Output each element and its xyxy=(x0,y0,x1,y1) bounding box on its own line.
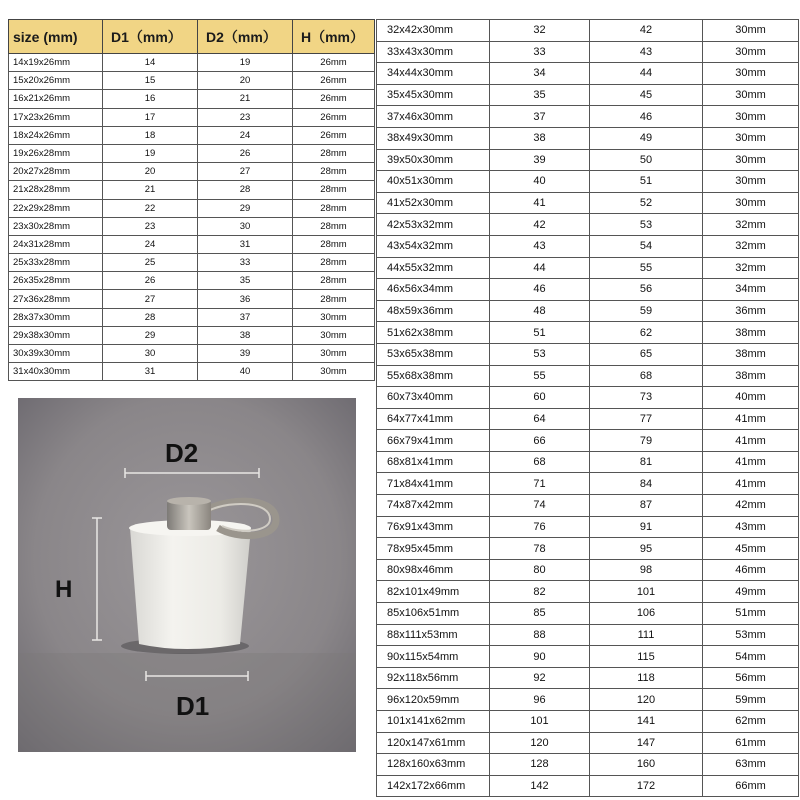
silicone-stopper xyxy=(130,528,251,649)
table-row xyxy=(377,192,799,214)
size-cell: 40x51x30mm xyxy=(377,171,490,193)
h-cell: 30mm xyxy=(703,20,799,42)
d2-cell: 77 xyxy=(590,408,703,430)
size-cell: 88x111x53mm xyxy=(377,624,490,646)
table-row xyxy=(377,495,799,517)
d1-cell: 44 xyxy=(490,257,590,279)
d2-cell: 141 xyxy=(590,711,703,733)
h-cell: 28mm xyxy=(293,217,375,235)
h-cell: 43mm xyxy=(703,516,799,538)
size-cell: 74x87x42mm xyxy=(377,495,490,517)
d1-cell: 35 xyxy=(490,84,590,106)
h-cell: 30mm xyxy=(703,171,799,193)
h-cell: 38mm xyxy=(703,322,799,344)
h-cell: 30mm xyxy=(703,63,799,85)
h-cell: 41mm xyxy=(703,408,799,430)
size-cell: 51x62x38mm xyxy=(377,322,490,344)
table-row xyxy=(9,90,375,108)
size-cell: 68x81x41mm xyxy=(377,451,490,473)
size-cell: 120x147x61mm xyxy=(377,732,490,754)
d1-cell: 66 xyxy=(490,430,590,452)
h-cell: 30mm xyxy=(703,127,799,149)
d1-cell: 27 xyxy=(103,290,198,308)
h-cell: 63mm xyxy=(703,754,799,776)
d2-cell: 46 xyxy=(590,106,703,128)
size-cell: 142x172x66mm xyxy=(377,775,490,797)
d2-cell: 20 xyxy=(198,72,293,90)
h-cell: 28mm xyxy=(293,235,375,253)
size-cell: 42x53x32mm xyxy=(377,214,490,236)
table-row xyxy=(377,408,799,430)
size-cell: 14x19x26mm xyxy=(9,54,103,72)
d1-cell: 39 xyxy=(490,149,590,171)
size-cell: 38x49x30mm xyxy=(377,127,490,149)
d2-cell: 27 xyxy=(198,163,293,181)
d2-cell: 120 xyxy=(590,689,703,711)
size-cell: 20x27x28mm xyxy=(9,163,103,181)
size-cell: 92x118x56mm xyxy=(377,667,490,689)
table-row xyxy=(9,72,375,90)
d1-cell: 26 xyxy=(103,272,198,290)
size-cell: 24x31x28mm xyxy=(9,235,103,253)
size-cell: 85x106x51mm xyxy=(377,603,490,625)
h-cell: 32mm xyxy=(703,214,799,236)
d1-cell: 71 xyxy=(490,473,590,495)
table-row xyxy=(377,646,799,668)
table-row xyxy=(377,689,799,711)
size-cell: 21x28x28mm xyxy=(9,181,103,199)
d1-cell: 96 xyxy=(490,689,590,711)
table-row xyxy=(9,163,375,181)
d1-cell: 30 xyxy=(103,345,198,363)
table-row xyxy=(377,257,799,279)
table-row xyxy=(377,20,799,42)
d1-cell: 19 xyxy=(103,144,198,162)
size-cell: 44x55x32mm xyxy=(377,257,490,279)
d2-cell: 147 xyxy=(590,732,703,754)
h-cell: 28mm xyxy=(293,272,375,290)
size-cell: 60x73x40mm xyxy=(377,387,490,409)
d1-cell: 32 xyxy=(490,20,590,42)
d1-cell: 14 xyxy=(103,54,198,72)
size-cell: 35x45x30mm xyxy=(377,84,490,106)
table-row xyxy=(9,308,375,326)
metal-cap-top xyxy=(167,497,211,505)
h-cell: 26mm xyxy=(293,108,375,126)
d2-cell: 55 xyxy=(590,257,703,279)
size-cell: 28x37x30mm xyxy=(9,308,103,326)
h-cell: 41mm xyxy=(703,430,799,452)
d2-cell: 91 xyxy=(590,516,703,538)
h-cell: 26mm xyxy=(293,90,375,108)
h-cell: 30mm xyxy=(703,84,799,106)
d1-cell: 40 xyxy=(490,171,590,193)
size-cell: 66x79x41mm xyxy=(377,430,490,452)
h-cell: 32mm xyxy=(703,235,799,257)
size-cell: 78x95x45mm xyxy=(377,538,490,560)
size-cell: 90x115x54mm xyxy=(377,646,490,668)
h-cell: 30mm xyxy=(293,326,375,344)
d1-cell: 85 xyxy=(490,603,590,625)
h-cell: 42mm xyxy=(703,495,799,517)
d2-cell: 54 xyxy=(590,235,703,257)
h-cell: 38mm xyxy=(703,365,799,387)
table-row xyxy=(377,387,799,409)
table-row xyxy=(377,41,799,63)
d2-cell: 111 xyxy=(590,624,703,646)
d2-cell: 29 xyxy=(198,199,293,217)
table-row xyxy=(377,300,799,322)
table-row xyxy=(377,559,799,581)
table-row xyxy=(9,272,375,290)
h-cell: 30mm xyxy=(293,345,375,363)
h-cell: 28mm xyxy=(293,199,375,217)
size-cell: 96x120x59mm xyxy=(377,689,490,711)
h-cell: 26mm xyxy=(293,72,375,90)
h-cell: 36mm xyxy=(703,300,799,322)
header-h: H（mm） xyxy=(293,20,375,54)
h-cell: 28mm xyxy=(293,144,375,162)
d2-cell: 42 xyxy=(590,20,703,42)
table-row xyxy=(377,430,799,452)
h-cell: 59mm xyxy=(703,689,799,711)
size-cell: 30x39x30mm xyxy=(9,345,103,363)
d2-cell: 95 xyxy=(590,538,703,560)
h-cell: 41mm xyxy=(703,451,799,473)
d2-cell: 73 xyxy=(590,387,703,409)
d1-cell: 90 xyxy=(490,646,590,668)
d2-cell: 59 xyxy=(590,300,703,322)
size-cell: 37x46x30mm xyxy=(377,106,490,128)
size-cell: 34x44x30mm xyxy=(377,63,490,85)
table-header-row xyxy=(9,20,375,54)
h-cell: 26mm xyxy=(293,126,375,144)
d2-cell: 49 xyxy=(590,127,703,149)
d1-cell: 48 xyxy=(490,300,590,322)
d2-cell: 39 xyxy=(198,345,293,363)
d1-cell: 101 xyxy=(490,711,590,733)
size-cell: 71x84x41mm xyxy=(377,473,490,495)
label-d2: D2 xyxy=(165,438,199,468)
d2-cell: 37 xyxy=(198,308,293,326)
size-cell: 64x77x41mm xyxy=(377,408,490,430)
size-cell: 23x30x28mm xyxy=(9,217,103,235)
d2-cell: 62 xyxy=(590,322,703,344)
h-cell: 53mm xyxy=(703,624,799,646)
d1-cell: 20 xyxy=(103,163,198,181)
h-cell: 66mm xyxy=(703,775,799,797)
d2-cell: 101 xyxy=(590,581,703,603)
d2-cell: 43 xyxy=(590,41,703,63)
d1-cell: 25 xyxy=(103,254,198,272)
d2-cell: 19 xyxy=(198,54,293,72)
d2-cell: 28 xyxy=(198,181,293,199)
d2-cell: 84 xyxy=(590,473,703,495)
d1-cell: 60 xyxy=(490,387,590,409)
table-row xyxy=(377,732,799,754)
size-table-left xyxy=(8,19,375,381)
size-cell: 101x141x62mm xyxy=(377,711,490,733)
d2-cell: 21 xyxy=(198,90,293,108)
h-cell: 51mm xyxy=(703,603,799,625)
size-cell: 29x38x30mm xyxy=(9,326,103,344)
size-cell: 26x35x28mm xyxy=(9,272,103,290)
d1-cell: 28 xyxy=(103,308,198,326)
table-row xyxy=(9,345,375,363)
d1-cell: 142 xyxy=(490,775,590,797)
h-cell: 56mm xyxy=(703,667,799,689)
d2-cell: 115 xyxy=(590,646,703,668)
table-row xyxy=(377,775,799,797)
d2-cell: 23 xyxy=(198,108,293,126)
d1-cell: 17 xyxy=(103,108,198,126)
table-row xyxy=(9,235,375,253)
size-cell: 32x42x30mm xyxy=(377,20,490,42)
size-cell: 17x23x26mm xyxy=(9,108,103,126)
table-row xyxy=(377,149,799,171)
d1-cell: 78 xyxy=(490,538,590,560)
h-cell: 28mm xyxy=(293,163,375,181)
size-cell: 19x26x28mm xyxy=(9,144,103,162)
h-cell: 26mm xyxy=(293,54,375,72)
d1-cell: 76 xyxy=(490,516,590,538)
size-cell: 15x20x26mm xyxy=(9,72,103,90)
size-cell: 53x65x38mm xyxy=(377,343,490,365)
h-cell: 54mm xyxy=(703,646,799,668)
d1-cell: 22 xyxy=(103,199,198,217)
h-cell: 46mm xyxy=(703,559,799,581)
d1-cell: 34 xyxy=(490,63,590,85)
d2-cell: 79 xyxy=(590,430,703,452)
h-cell: 41mm xyxy=(703,473,799,495)
size-table-right xyxy=(376,19,799,797)
d1-cell: 55 xyxy=(490,365,590,387)
h-cell: 30mm xyxy=(293,308,375,326)
table-row xyxy=(377,63,799,85)
table-row xyxy=(377,84,799,106)
d1-cell: 24 xyxy=(103,235,198,253)
table-row xyxy=(9,217,375,235)
h-cell: 32mm xyxy=(703,257,799,279)
table-row xyxy=(377,235,799,257)
d2-cell: 44 xyxy=(590,63,703,85)
d1-cell: 18 xyxy=(103,126,198,144)
label-h: H xyxy=(55,576,73,603)
d2-cell: 36 xyxy=(198,290,293,308)
h-cell: 28mm xyxy=(293,290,375,308)
d2-cell: 35 xyxy=(198,272,293,290)
table-row xyxy=(377,451,799,473)
table-row xyxy=(377,127,799,149)
size-cell: 25x33x28mm xyxy=(9,254,103,272)
size-cell: 16x21x26mm xyxy=(9,90,103,108)
table-row xyxy=(9,181,375,199)
d2-cell: 33 xyxy=(198,254,293,272)
h-cell: 28mm xyxy=(293,254,375,272)
table-row xyxy=(377,516,799,538)
d1-cell: 46 xyxy=(490,279,590,301)
size-cell: 128x160x63mm xyxy=(377,754,490,776)
table-row xyxy=(377,322,799,344)
size-cell: 48x59x36mm xyxy=(377,300,490,322)
table-row xyxy=(9,326,375,344)
label-d1: D1 xyxy=(176,691,210,721)
header-d2: D2（mm） xyxy=(198,20,293,54)
d1-cell: 68 xyxy=(490,451,590,473)
d1-cell: 23 xyxy=(103,217,198,235)
table-row xyxy=(9,54,375,72)
product-photo xyxy=(18,398,356,752)
d1-cell: 80 xyxy=(490,559,590,581)
d2-cell: 38 xyxy=(198,326,293,344)
size-cell: 80x98x46mm xyxy=(377,559,490,581)
d1-cell: 64 xyxy=(490,408,590,430)
h-cell: 30mm xyxy=(703,149,799,171)
size-cell: 18x24x26mm xyxy=(9,126,103,144)
d2-cell: 160 xyxy=(590,754,703,776)
size-cell: 39x50x30mm xyxy=(377,149,490,171)
table-row xyxy=(377,711,799,733)
h-cell: 49mm xyxy=(703,581,799,603)
h-cell: 30mm xyxy=(703,106,799,128)
d1-cell: 38 xyxy=(490,127,590,149)
h-cell: 30mm xyxy=(293,363,375,381)
d2-cell: 106 xyxy=(590,603,703,625)
d2-cell: 87 xyxy=(590,495,703,517)
h-cell: 45mm xyxy=(703,538,799,560)
d1-cell: 120 xyxy=(490,732,590,754)
table-row xyxy=(377,343,799,365)
table-row xyxy=(377,538,799,560)
d1-cell: 74 xyxy=(490,495,590,517)
d2-cell: 98 xyxy=(590,559,703,581)
d2-cell: 65 xyxy=(590,343,703,365)
table-row xyxy=(377,365,799,387)
d2-cell: 172 xyxy=(590,775,703,797)
table-row xyxy=(9,254,375,272)
table-row xyxy=(9,363,375,381)
d1-cell: 15 xyxy=(103,72,198,90)
size-cell: 55x68x38mm xyxy=(377,365,490,387)
d1-cell: 31 xyxy=(103,363,198,381)
d1-cell: 21 xyxy=(103,181,198,199)
table-row xyxy=(377,214,799,236)
d2-cell: 53 xyxy=(590,214,703,236)
d2-cell: 52 xyxy=(590,192,703,214)
d2-cell: 24 xyxy=(198,126,293,144)
d2-cell: 81 xyxy=(590,451,703,473)
h-cell: 62mm xyxy=(703,711,799,733)
d1-cell: 43 xyxy=(490,235,590,257)
table-row xyxy=(9,126,375,144)
table-row xyxy=(377,473,799,495)
size-cell: 22x29x28mm xyxy=(9,199,103,217)
d2-cell: 56 xyxy=(590,279,703,301)
d1-cell: 53 xyxy=(490,343,590,365)
size-cell: 41x52x30mm xyxy=(377,192,490,214)
h-cell: 30mm xyxy=(703,192,799,214)
table-row xyxy=(9,290,375,308)
h-cell: 34mm xyxy=(703,279,799,301)
size-cell: 76x91x43mm xyxy=(377,516,490,538)
table-row xyxy=(377,581,799,603)
table-row xyxy=(377,754,799,776)
d2-cell: 31 xyxy=(198,235,293,253)
d2-cell: 51 xyxy=(590,171,703,193)
h-cell: 30mm xyxy=(703,41,799,63)
size-cell: 43x54x32mm xyxy=(377,235,490,257)
d1-cell: 51 xyxy=(490,322,590,344)
d1-cell: 92 xyxy=(490,667,590,689)
d2-cell: 40 xyxy=(198,363,293,381)
header-d1: D1（mm） xyxy=(103,20,198,54)
size-cell: 33x43x30mm xyxy=(377,41,490,63)
table-row xyxy=(377,667,799,689)
h-cell: 38mm xyxy=(703,343,799,365)
d1-cell: 41 xyxy=(490,192,590,214)
d1-cell: 128 xyxy=(490,754,590,776)
d1-cell: 33 xyxy=(490,41,590,63)
h-cell: 28mm xyxy=(293,181,375,199)
h-cell: 61mm xyxy=(703,732,799,754)
table-row xyxy=(9,144,375,162)
h-cell: 40mm xyxy=(703,387,799,409)
d2-cell: 50 xyxy=(590,149,703,171)
d1-cell: 37 xyxy=(490,106,590,128)
header-size: size (mm) xyxy=(9,20,103,54)
d2-cell: 45 xyxy=(590,84,703,106)
size-cell: 27x36x28mm xyxy=(9,290,103,308)
table-row xyxy=(9,108,375,126)
d2-cell: 118 xyxy=(590,667,703,689)
d1-cell: 82 xyxy=(490,581,590,603)
size-cell: 31x40x30mm xyxy=(9,363,103,381)
d1-cell: 16 xyxy=(103,90,198,108)
table-row xyxy=(9,199,375,217)
d2-cell: 30 xyxy=(198,217,293,235)
d1-cell: 29 xyxy=(103,326,198,344)
table-row xyxy=(377,171,799,193)
table-row xyxy=(377,106,799,128)
d1-cell: 42 xyxy=(490,214,590,236)
table-row xyxy=(377,603,799,625)
size-cell: 82x101x49mm xyxy=(377,581,490,603)
table-row xyxy=(377,279,799,301)
size-cell: 46x56x34mm xyxy=(377,279,490,301)
table-row xyxy=(377,624,799,646)
d2-cell: 26 xyxy=(198,144,293,162)
d2-cell: 68 xyxy=(590,365,703,387)
d1-cell: 88 xyxy=(490,624,590,646)
